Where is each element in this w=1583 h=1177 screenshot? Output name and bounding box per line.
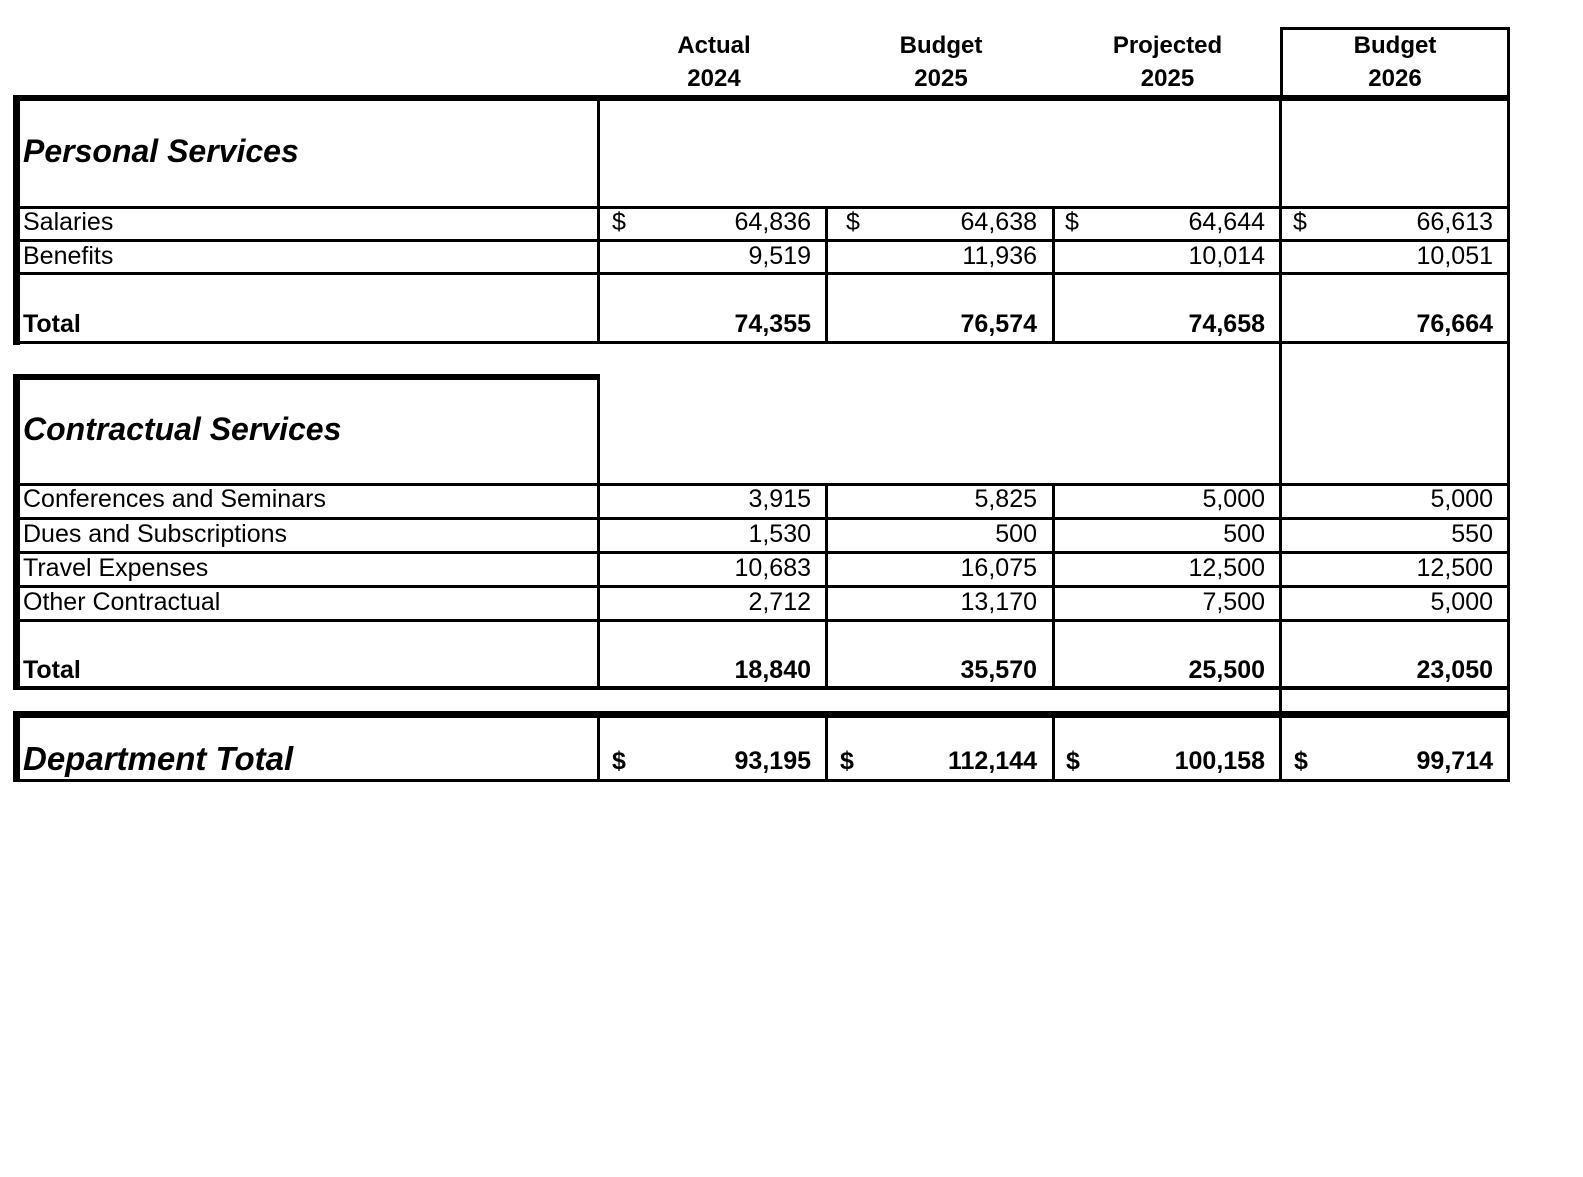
dollar-sign: $ [612,747,626,775]
conferences-budget-2026: 5,000 [1430,485,1493,513]
travel-budget-2026: 12,500 [1416,554,1493,582]
contractual-total-budget-2026: 23,050 [1416,656,1493,684]
dollar-sign: $ [1066,747,1080,775]
other-projected-2025: 7,500 [1202,588,1265,616]
contractual-services-total-label: Total [23,656,81,684]
other-budget-2025: 13,170 [960,588,1037,616]
benefits-projected-2025: 10,014 [1188,242,1265,270]
salaries-actual-2024: 64,836 [734,208,811,236]
dollar-sign: $ [840,747,854,775]
department-total-label: Department Total [23,740,294,777]
contractual-total-actual-2024: 18,840 [734,656,811,684]
dues-budget-2025: 500 [995,520,1037,548]
benefits-budget-2026: 10,051 [1416,242,1493,270]
row-label-benefits: Benefits [23,242,114,270]
contractual-total-projected-2025: 25,500 [1188,656,1265,684]
personal-total-projected-2025: 74,658 [1188,310,1265,338]
travel-projected-2025: 12,500 [1188,554,1265,582]
personal-total-actual-2024: 74,355 [734,310,811,338]
row-label-dues: Dues and Subscriptions [23,520,288,548]
department-total-projected-2025: 100,158 [1174,747,1265,775]
department-total-actual-2024: 93,195 [734,747,811,775]
dollar-sign: $ [612,208,626,236]
travel-actual-2024: 10,683 [734,554,811,582]
row-label-conferences: Conferences and Seminars [23,485,326,513]
column-header-budget-2025: Budget 2025 [899,32,983,92]
travel-budget-2025: 16,075 [960,554,1037,582]
personal-services-heading: Personal Services [23,133,299,169]
department-total-budget-2026: 99,714 [1416,747,1493,775]
conferences-projected-2025: 5,000 [1202,485,1265,513]
contractual-total-budget-2025: 35,570 [960,656,1037,684]
row-label-other-contractual: Other Contractual [23,588,221,616]
dollar-sign: $ [846,208,860,236]
salaries-budget-2026: 66,613 [1416,208,1493,236]
salaries-budget-2025: 64,638 [960,208,1037,236]
salaries-projected-2025: 64,644 [1188,208,1265,236]
column-header-projected-2025: Projected 2025 [1112,32,1223,92]
other-actual-2024: 2,712 [748,588,811,616]
dues-budget-2026: 550 [1451,520,1493,548]
row-label-travel: Travel Expenses [23,554,209,582]
benefits-actual-2024: 9,519 [748,242,811,270]
conferences-actual-2024: 3,915 [748,485,811,513]
personal-services-total-label: Total [23,310,81,338]
dollar-sign: $ [1294,747,1308,775]
benefits-budget-2025: 11,936 [962,242,1037,270]
department-total-budget-2025: 112,144 [948,747,1037,775]
conferences-budget-2025: 5,825 [974,485,1037,513]
row-label-salaries: Salaries [23,208,114,236]
column-header-actual-2024: Actual 2024 [677,32,751,92]
contractual-services-heading: Contractual Services [23,411,342,447]
personal-total-budget-2025: 76,574 [960,310,1037,338]
dollar-sign: $ [1065,208,1079,236]
dollar-sign: $ [1293,208,1307,236]
dues-actual-2024: 1,530 [748,520,811,548]
column-header-budget-2026: Budget 2026 [1353,32,1437,92]
dues-projected-2025: 500 [1223,520,1265,548]
personal-total-budget-2026: 76,664 [1416,310,1493,338]
other-budget-2026: 5,000 [1430,588,1493,616]
